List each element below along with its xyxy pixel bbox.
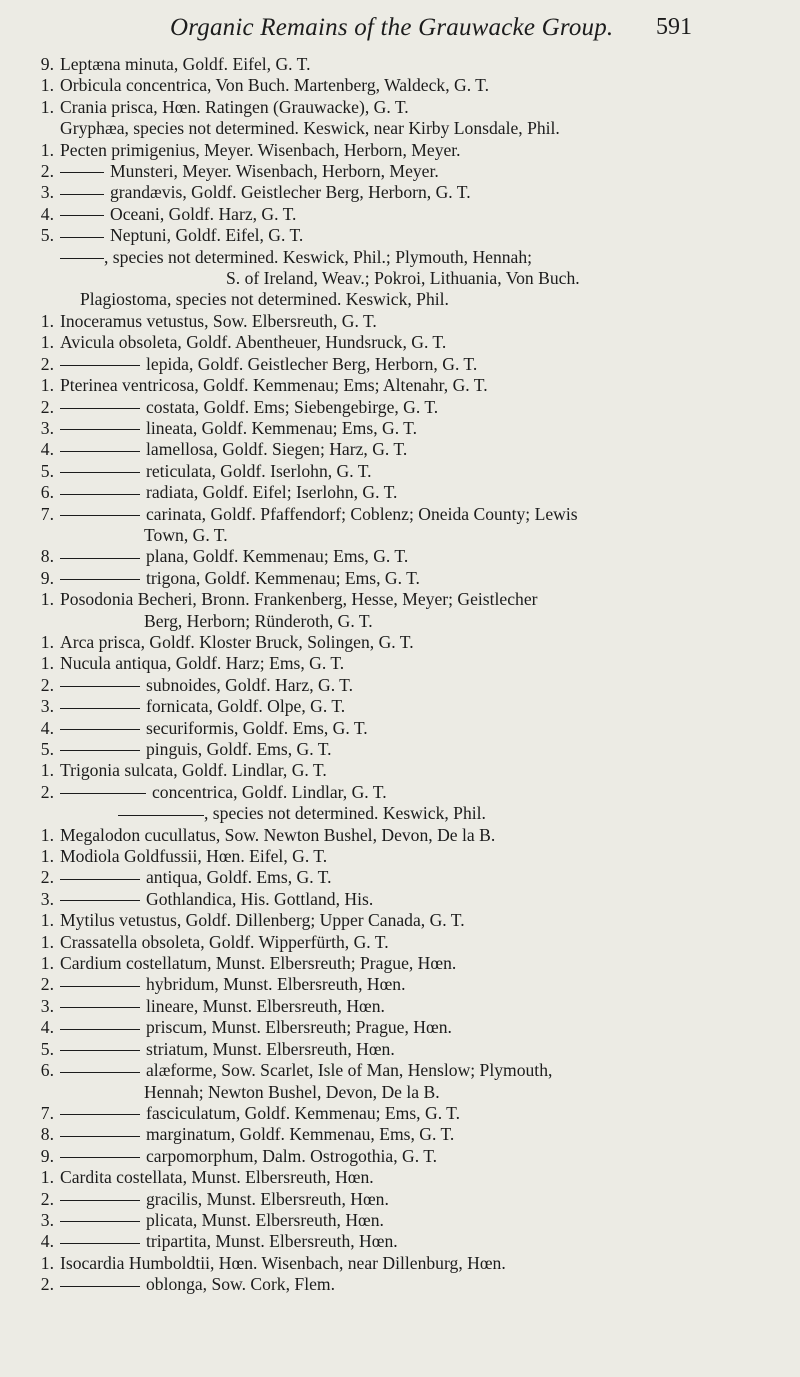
entry-number: 4. (40, 717, 54, 738)
entry-text: Arca prisca, Goldf. Kloster Bruck, Solingen, G. T. (60, 631, 414, 652)
entry-number: 3. (40, 888, 54, 909)
ditto-dash (60, 1072, 140, 1073)
ditto-dash (60, 750, 140, 751)
entry-number: 5. (40, 460, 54, 481)
entry-number: 5. (40, 225, 54, 246)
entry-number: 9. (40, 567, 54, 588)
entry-text: Trigonia sulcata, Goldf. Lindlar, G. T. (60, 760, 327, 781)
entry-text: Leptæna minuta, Goldf. Eifel, G. T. (60, 54, 311, 74)
entry-text: Oceani, Goldf. Harz, G. T. (110, 203, 297, 224)
ditto-dash (60, 1157, 140, 1158)
entry-number: 7. (40, 503, 54, 524)
entry-text: Neptuni, Goldf. Eifel, G. T. (110, 225, 304, 246)
list-item (0, 782, 800, 803)
entry-number: 4. (40, 1231, 54, 1252)
entry-text: carpomorphum, Dalm. Ostrogothia, G. T. (146, 1145, 438, 1166)
list-item (0, 675, 800, 696)
entry-text: Isocardia Humboldtii, Hœn. Wisenbach, near Dillenburg, Hœn. (60, 1252, 506, 1273)
ditto-dash (60, 515, 140, 516)
list-item (0, 953, 800, 974)
entry-text: Nucula antiqua, Goldf. Harz; Ems, G. T. (60, 653, 345, 674)
entry-text: Munsteri, Meyer. Wisenbach, Herborn, Meyer. (110, 161, 439, 182)
entry-number: 2. (40, 396, 54, 417)
entry-number: 2. (40, 974, 54, 995)
entry-text: trigona, Goldf. Kemmenau; Ems, G. T. (146, 567, 420, 588)
entry-text: striatum, Munst. Elbersreuth, Hœn. (146, 1038, 395, 1059)
ditto-dash (60, 429, 140, 430)
entry-text: lineare, Munst. Elbersreuth, Hœn. (146, 995, 385, 1016)
entry-number: 3. (40, 417, 54, 438)
ditto-dash (60, 729, 140, 730)
list-item (0, 1189, 800, 1210)
entry-number: 1. (40, 1252, 54, 1273)
ditto-dash (60, 708, 140, 709)
entry-text: Modiola Goldfussii, Hœn. Eifel, G. T. (60, 846, 328, 867)
page-number: 591 (656, 14, 692, 40)
list-item (0, 760, 800, 781)
running-title: Organic Remains of the Grauwacke Group. (170, 14, 614, 41)
entry-text: Plagiostoma, species not determined. Keswick, Phil. (80, 289, 449, 310)
entry-number: 2. (40, 1274, 54, 1295)
entry-number: 2. (40, 161, 54, 182)
entry-text: lamellosa, Goldf. Siegen; Harz, G. T. (146, 439, 408, 460)
entry-text: Avicula obsoleta, Goldf. Abentheuer, Hundsruck, G. T. (60, 332, 447, 353)
entry-number: 1. (40, 332, 54, 353)
list-item (0, 75, 800, 96)
list-item (0, 846, 800, 867)
entry-text: Town, G. T. (144, 524, 228, 545)
entry-number: 1. (40, 75, 54, 96)
list-item (0, 1017, 800, 1038)
entry-number: 8. (40, 546, 54, 567)
list-item (0, 140, 800, 161)
entry-text: Cardita costellata, Munst. Elbersreuth, Hœn. (60, 1167, 374, 1188)
ditto-dash (60, 1050, 140, 1051)
ditto-dash (60, 1114, 140, 1115)
list-item (0, 461, 800, 482)
entry-text: subnoides, Goldf. Harz, G. T. (146, 674, 354, 695)
entry-number: 1. (40, 653, 54, 674)
entry-text: marginatum, Goldf. Kemmenau, Ems, G. T. (146, 1124, 455, 1145)
list-item (0, 932, 800, 953)
entry-text: , species not determined. Keswick, Phil.; Plymouth, Hennah; (104, 246, 533, 267)
list-item (0, 718, 800, 739)
entry-number: 1. (40, 375, 54, 396)
list-item (0, 589, 800, 610)
entry-text: fasciculatum, Goldf. Kemmenau; Ems, G. T. (146, 1102, 461, 1123)
list-item (0, 482, 800, 503)
list-item (0, 182, 800, 203)
list-item (0, 247, 800, 268)
entry-number: 6. (40, 1060, 54, 1081)
list-item (0, 354, 800, 375)
list-item (0, 825, 800, 846)
list-item-continuation (0, 1082, 800, 1103)
entry-text: Crania prisca, Hœn. Ratingen (Grauwacke), G. T. (60, 96, 409, 117)
ditto-dash (60, 408, 140, 409)
list-item (0, 1253, 800, 1274)
ditto-dash (60, 986, 140, 987)
list-item (0, 1039, 800, 1060)
ditto-dash (60, 1243, 140, 1244)
list-item (0, 161, 800, 182)
entry-number: 1. (40, 846, 54, 867)
entry-number: 1. (40, 589, 54, 610)
entry-text: Crassatella obsoleta, Goldf. Wipperfürth, G. T. (60, 931, 389, 952)
list-item (0, 867, 800, 888)
list-item (0, 289, 800, 310)
list-item (0, 439, 800, 460)
entry-number: 3. (40, 182, 54, 203)
list-item (0, 696, 800, 717)
list-item (0, 1167, 800, 1188)
list-item-continuation (0, 525, 800, 546)
entry-number: 1. (40, 310, 54, 331)
entry-number: 3. (40, 696, 54, 717)
list-item (0, 546, 800, 567)
ditto-dash (60, 879, 140, 880)
list-item (0, 653, 800, 674)
list-item-continuation (0, 611, 800, 632)
entry-text: gracilis, Munst. Elbersreuth, Hœn. (146, 1188, 389, 1209)
entry-text: priscum, Munst. Elbersreuth; Prague, Hœn. (146, 1017, 452, 1038)
ditto-dash (60, 1221, 140, 1222)
ditto-dash (60, 215, 104, 216)
ditto-dash (60, 472, 140, 473)
ditto-dash (60, 579, 140, 580)
list-item-continuation (0, 268, 800, 289)
ditto-dash (60, 1286, 140, 1287)
list-item (0, 54, 800, 75)
list-item (0, 1274, 800, 1295)
list-item (0, 418, 800, 439)
entry-text: tripartita, Munst. Elbersreuth, Hœn. (146, 1231, 398, 1252)
entry-text: Pterinea ventricosa, Goldf. Kemmenau; Ems; Altenahr, G. T. (60, 375, 488, 396)
ditto-dash (118, 815, 204, 816)
entry-text: securiformis, Goldf. Ems, G. T. (146, 717, 368, 738)
entry-number: 1. (40, 953, 54, 974)
list-item (0, 504, 800, 525)
ditto-dash (60, 494, 140, 495)
list-item (0, 632, 800, 653)
ditto-dash (60, 451, 140, 452)
entry-text: Posodonia Becheri, Bronn. Frankenberg, Hesse, Meyer; Geistlecher (60, 589, 538, 610)
entry-number: 2. (40, 867, 54, 888)
entry-number: 3. (40, 1209, 54, 1230)
entry-text: pinguis, Goldf. Ems, G. T. (146, 739, 332, 759)
entry-number: 7. (40, 1102, 54, 1123)
entry-number: 6. (40, 482, 54, 503)
list-item (0, 568, 800, 589)
entry-number: 5. (40, 739, 54, 759)
entry-text: Mytilus vetustus, Goldf. Dillenberg; Upper Canada, G. T. (60, 910, 465, 931)
entry-text: alæforme, Sow. Scarlet, Isle of Man, Henslow; Plymouth, (146, 1060, 553, 1081)
entry-text: plicata, Munst. Elbersreuth, Hœn. (146, 1209, 384, 1230)
list-item (0, 311, 800, 332)
entry-text: antiqua, Goldf. Ems, G. T. (146, 867, 332, 888)
ditto-dash (60, 793, 146, 794)
entry-number: 1. (40, 139, 54, 160)
entry-text: Orbicula concentrica, Von Buch. Martenberg, Waldeck, G. T. (60, 75, 490, 96)
list-item (0, 910, 800, 931)
list-item (0, 1103, 800, 1124)
entry-number: 1. (40, 910, 54, 931)
entry-number: 1. (40, 1167, 54, 1188)
list-item (0, 803, 800, 824)
entry-text: oblonga, Sow. Cork, Flem. (146, 1274, 335, 1295)
list-item (0, 204, 800, 225)
list-item (0, 1231, 800, 1252)
ditto-dash (60, 237, 104, 238)
list-item (0, 97, 800, 118)
entry-number: 9. (40, 1145, 54, 1166)
entry-number: 2. (40, 1188, 54, 1209)
entry-number: 8. (40, 1124, 54, 1145)
fossil-list (0, 54, 800, 1296)
entry-number: 4. (40, 1017, 54, 1038)
list-item (0, 1060, 800, 1081)
list-item (0, 889, 800, 910)
entry-number: 2. (40, 781, 54, 802)
entry-number: 5. (40, 1038, 54, 1059)
list-item (0, 118, 800, 139)
list-item (0, 225, 800, 246)
entry-number: 3. (40, 995, 54, 1016)
entry-text: carinata, Goldf. Pfaffendorf; Coblenz; Oneida County; Lewis (146, 503, 578, 524)
entry-text: Gothlandica, His. Gottland, His. (146, 888, 374, 909)
ditto-dash (60, 900, 140, 901)
entry-text: fornicata, Goldf. Olpe, G. T. (146, 696, 346, 717)
list-item (0, 739, 800, 760)
entry-number: 1. (40, 631, 54, 652)
entry-text: reticulata, Goldf. Iserlohn, G. T. (146, 460, 372, 481)
entry-text: plana, Goldf. Kemmenau; Ems, G. T. (146, 546, 409, 567)
ditto-dash (60, 1007, 140, 1008)
list-item (0, 974, 800, 995)
entry-text: lepida, Goldf. Geistlecher Berg, Herborn, G. T. (146, 353, 478, 374)
ditto-dash (60, 172, 104, 173)
list-item (0, 397, 800, 418)
page-header (0, 8, 800, 48)
entry-number: 1. (40, 96, 54, 117)
entry-number: 4. (40, 439, 54, 460)
list-item (0, 1210, 800, 1231)
ditto-dash (60, 1029, 140, 1030)
entry-text: Megalodon cucullatus, Sow. Newton Bushel, Devon, De la B. (60, 824, 496, 845)
ditto-dash (60, 258, 104, 259)
list-item (0, 1146, 800, 1167)
entry-text: radiata, Goldf. Eifel; Iserlohn, G. T. (146, 482, 398, 503)
ditto-dash (60, 365, 140, 366)
entry-number: 1. (40, 931, 54, 952)
ditto-dash (60, 686, 140, 687)
entry-text: concentrica, Goldf. Lindlar, G. T. (152, 781, 387, 802)
list-item (0, 332, 800, 353)
ditto-dash (60, 1200, 140, 1201)
entry-text: Cardium costellatum, Munst. Elbersreuth; Prague, Hœn. (60, 953, 457, 974)
entry-number: 2. (40, 353, 54, 374)
entry-number: 9. (40, 54, 54, 74)
entry-text: Berg, Herborn; Ründeroth, G. T. (144, 610, 373, 631)
list-item (0, 996, 800, 1017)
entry-text: Hennah; Newton Bushel, Devon, De la B. (144, 1081, 440, 1102)
entry-text: S. of Ireland, Weav.; Pokroi, Lithuania, Von Buch. (226, 268, 580, 289)
list-item (0, 1124, 800, 1145)
entry-number: 1. (40, 760, 54, 781)
entry-number: 4. (40, 203, 54, 224)
ditto-dash (60, 1136, 140, 1137)
ditto-dash (60, 194, 104, 195)
entry-text: Gryphæa, species not determined. Keswick, near Kirby Lonsdale, Phil. (60, 118, 560, 139)
entry-number: 2. (40, 674, 54, 695)
entry-text: lineata, Goldf. Kemmenau; Ems, G. T. (146, 417, 418, 438)
entry-text: grandævis, Goldf. Geistlecher Berg, Herborn, G. T. (110, 182, 471, 203)
entry-number: 1. (40, 824, 54, 845)
entry-text: Inoceramus vetustus, Sow. Elbersreuth, G. T. (60, 310, 377, 331)
entry-text: , species not determined. Keswick, Phil. (204, 803, 486, 824)
entry-text: Pecten primigenius, Meyer. Wisenbach, Herborn, Meyer. (60, 139, 461, 160)
ditto-dash (60, 558, 140, 559)
entry-text: costata, Goldf. Ems; Siebengebirge, G. T. (146, 396, 439, 417)
entry-text: hybridum, Munst. Elbersreuth, Hœn. (146, 974, 406, 995)
list-item (0, 375, 800, 396)
